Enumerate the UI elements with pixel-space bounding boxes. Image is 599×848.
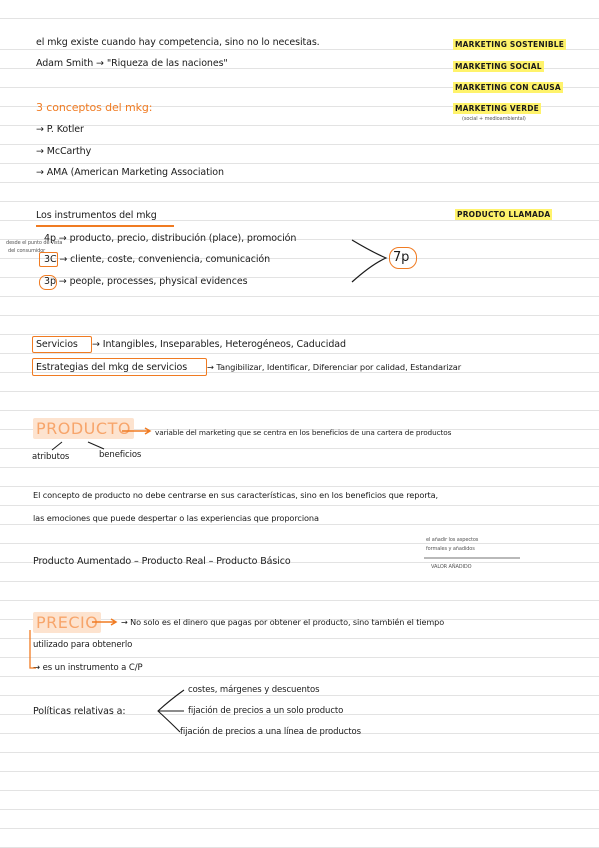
producto-branch-beneficios: [88, 442, 104, 449]
valor-anadido-nota3: VALOR AÑADIDO: [431, 564, 472, 570]
estrategias-lista: → Tangibilizar, Identificar, Diferenciar por calidad, Estandarizar: [207, 362, 462, 372]
highlight-producto-llamada: PRODUCTO LLAMADA: [457, 210, 551, 219]
circle-3p: [39, 275, 57, 290]
marketing-verde-note: (social + medioambiental): [462, 116, 526, 122]
highlight-marketing-social: MARKETING SOCIAL: [455, 62, 542, 71]
estrategias-label: Estrategias del mkg de servicios: [36, 362, 188, 373]
instrumentos-heading: Los instrumentos del mkg: [36, 210, 157, 221]
politica-precio-linea: fijación de precios a una línea de productos: [180, 727, 361, 737]
instrumentos-underline: [36, 225, 174, 227]
note-line-adam-smith: Adam Smith → "Riqueza de las naciones": [36, 58, 228, 69]
margin-note-punto-vista: desde el punto de vista: [6, 240, 63, 246]
concepto-kotler: → P. Kotler: [36, 124, 84, 135]
producto-niveles: Producto Aumentado – Producto Real – Producto Básico: [33, 556, 291, 567]
servicios-label: Servicios: [36, 339, 78, 350]
circle-3c: [39, 252, 58, 267]
margin-note-consumidor: del consumidor: [8, 248, 46, 254]
instrumento-3p: 3p → people, processes, physical evidences: [44, 276, 248, 287]
valor-anadido-nota2: formales y añadidos: [426, 546, 475, 552]
note-line-mkg-competencia: el mkg existe cuando hay competencia, sino no lo necesitas.: [36, 37, 320, 48]
politica-precio-producto: fijación de precios a un solo producto: [188, 706, 344, 716]
conceptos-heading: 3 conceptos del mkg:: [36, 101, 153, 114]
precio-definicion-linea2: utilizado para obtenerlo: [33, 640, 133, 650]
estrategias-box: [32, 358, 207, 376]
instrumento-3c: 3C → cliente, coste, conveniencia, comunicación: [44, 254, 271, 265]
producto-concepto-linea1: El concepto de producto no debe centrarse en sus características, sino en los beneficios que reporta,: [33, 490, 439, 500]
producto-heading: PRODUCTO: [33, 418, 134, 439]
producto-beneficios: beneficios: [99, 450, 142, 460]
servicios-caracteristicas: → Intangibles, Inseparables, Heterogéneos, Caducidad: [92, 339, 346, 350]
precio-instrumento-cp: → es un instrumento a C/P: [33, 663, 143, 673]
circle-7p: [389, 247, 417, 269]
seven-p-label: 7p: [393, 250, 410, 265]
producto-branch-atributos: [52, 442, 62, 450]
politicas-label: Políticas relativas a:: [33, 706, 126, 717]
brace-to-7p: [352, 240, 386, 282]
producto-definicion: variable del marketing que se centra en los beneficios de una cartera de productos: [155, 428, 452, 437]
precio-definicion-linea1: → No solo es el dinero que pagas por obtener el producto, sino también el tiempo: [121, 617, 445, 627]
servicios-box: [32, 336, 92, 353]
producto-concepto-linea2: las emociones que puede despertar o las experiencias que proporciona: [33, 513, 319, 523]
instrumento-4p: 4p → producto, precio, distribución (place), promoción: [44, 233, 297, 244]
highlight-marketing-verde: MARKETING VERDE: [455, 104, 539, 113]
producto-atributos: atributos: [32, 452, 70, 462]
politicas-brace: [158, 690, 184, 732]
concepto-mccarthy: → McCarthy: [36, 146, 92, 157]
politica-costes: costes, márgenes y descuentos: [188, 685, 320, 695]
precio-heading: PRECIO: [33, 612, 101, 633]
valor-anadido-nota1: el añadir los aspectos: [426, 537, 479, 543]
highlight-marketing-sostenible: MARKETING SOSTENIBLE: [455, 40, 565, 49]
highlight-marketing-con-causa: MARKETING CON CAUSA: [455, 83, 561, 92]
concepto-ama: → AMA (American Marketing Association: [36, 167, 224, 178]
